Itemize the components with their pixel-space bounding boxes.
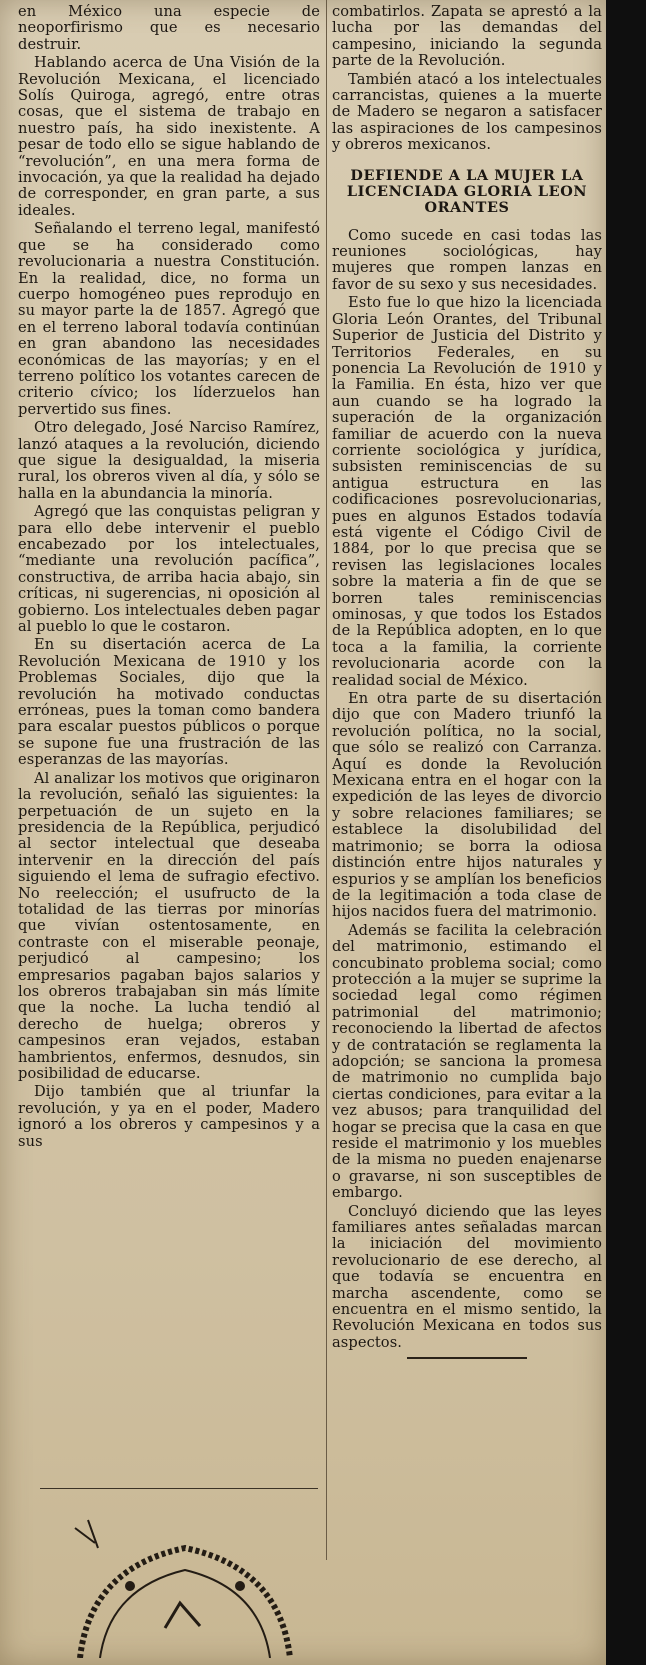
end-rule [407, 1357, 527, 1359]
paragraph: combatirlos. Zapata se aprestó a la lucha por las demandas del campesino, iniciando la segunda parte de la Revolución. [332, 4, 602, 70]
paragraph: Dijo también que al triunfar la revolución, y ya en el poder, Madero ignoró a los obreros y campesinos y a sus [18, 1083, 320, 1150]
bottom-rule [40, 1488, 318, 1489]
left-column [18, 4, 320, 1482]
paragraph: Agregó que las conquistas peligran y para ello debe intervenir el pueblo encabezado por los intelectuales, “mediante una revolución pacífica”, constructiva, de arriba hacia abajo, sin críticas, ni sugerencias, ni oposición al gobierno. Los intelectuales deben pagar al pueblo lo que le costaron. [18, 503, 320, 636]
paragraph: Señalando el terreno legal, manifestó que se ha considerado como revolucionaria a nuestra Constitución. En la realidad, dice, no forma un cuerpo homogéneo pues reprodujo en su mayor parte la de 1857. Agregó que en el terreno laboral todavía continúan en gran abandono las necesidades económicas de las mayorías; y en el terreno político los votantes carecen de criterio cívico; los líderzuelos han pervertido sus fines. [18, 220, 320, 418]
column-divider [326, 0, 327, 1560]
right-column [332, 4, 602, 1609]
article-headline: DEFIENDE A LA MUJER LA LICENCIADA GLORIA LEON ORANTES [346, 166, 588, 216]
paragraph: en México una especie de neoporfirismo que es necesario destruir. [18, 4, 320, 53]
paragraph: Concluyó diciendo que las leyes familiares antes señaladas marcan la iniciación del movimiento revolucionario de ese derecho, al que todavía se encuentra en marcha ascendente, como se encuentra en el mismo sentido, la Revolución Mexicana en todos sus aspectos. [332, 1202, 602, 1351]
paragraph: Hablando acerca de Una Visión de la Revolución Mexicana, el licenciado Solís Quiroga, agregó, entre otras cosas, que el sistema de trabajo en nuestro país, ha sido inexistente. A pesar de todo ello se sigue hablando de “revolución”, en una mera forma de invocación, ya que la realidad ha dejado de corresponder, en gran parte, a sus ideales. [18, 54, 320, 219]
paragraph: En su disertación acerca de La Revolución Mexicana de 1910 y los Problemas Sociales, dijo que la revolución ha motivado conductas erróneas, pues la toman como bandera para escalar puestos públicos o porque se supone fue una frustración de las esperanzas de las mayorías. [18, 636, 320, 769]
paragraph: Otro delegado, José Narciso Ramírez, lanzó ataques a la revolución, diciendo que sigue la desigualdad, la miseria rural, los obreros viven al día, y sólo se halla en la abundancia la minoría. [18, 419, 320, 502]
paragraph: Además se facilita la celebración del matrimonio, estimando el concubinato problema social; como protección a la mujer se suprime la sociedad legal como régimen patrimonial del matrimonio; reconociendo la libertad de afectos y de contratación se reglamenta la adopción; se sanciona la promesa de matrimonio no cumplida bajo ciertas condiciones, para evitar a la vez abusos; para tranquilidad del hogar se precisa que la casa en que reside el matrimonio y los muebles de la misma no pueden enajenarse o gravarse, ni son susceptibles de embargo. [332, 921, 602, 1202]
paragraph: Al analizar los motivos que originaron la revolución, señaló las siguientes: la perpetuación de un sujeto en la presidencia de la República, perjudicó al sector intelectual que deseaba intervenir en la dirección del país siguiendo el lema de sufragio efectivo. No reelección; el usufructo de la totalidad de las tierras por minorías que vivían ostentosamente, en contraste con el miserable peonaje, perjudicó al campesino; los empresarios pagaban bajos salarios y los obreros trabajaban sin más límite que la noche. La lucha tendió al derecho de huelga; obreros y campesinos eran vejados, estaban hambrientos, enfermos, desnudos, sin posibilidad de educarse. [18, 769, 320, 1082]
decorative-frame-icon [70, 1508, 300, 1658]
paragraph: Esto fue lo que hizo la licenciada Gloria León Orantes, del Tribunal Superior de Justicia del Distrito y Territorios Federales, en su ponencia La Revolución de 1910 y la Familia. En ésta, hizo ver que aun cuando se ha logrado la superación de la organización familiar de acuerdo con la nueva corriente sociológica y jurídica, subsisten reminiscencias de su antigua estructura en las codificaciones posrevolucionarias, pues en algunos Estados todavía está vigente el Código Civil de 1884, por lo que precisa que se revisen las legislaciones locales sobre la materia a fin de que se borren tales reminiscencias ominosas, y que todos los Estados de la República adopten, en lo que toca a la familia, la corriente revolucionaria acorde con la realidad social de México. [332, 294, 602, 689]
paragraph: En otra parte de su disertación dijo que con Madero triunfó la revolución política, no la social, que sólo se realizó con Carranza. Aquí es donde la Revolución Mexicana entra en el hogar con la expedición de las leyes de divorcio y sobre relaciones familiares; se establece la disolubilidad del matrimonio; se borra la odiosa distinción entre hijos naturales y espurios y se amplían los beneficios de la legitimación a toda clase de hijos nacidos fuera del matrimonio. [332, 690, 602, 921]
paragraph: Como sucede en casi todas las reuniones sociológicas, hay mujeres que rompen lanzas en favor de su sexo y sus necesidades. [332, 226, 602, 293]
background-strip [606, 0, 646, 1665]
paragraph: También atacó a los intelectuales carrancistas, quienes a la muerte de Madero se negaron a satisfacer las aspiraciones de los campesinos y obreros mexicanos. [332, 70, 602, 154]
bottom-ornament-area [40, 1488, 318, 1665]
